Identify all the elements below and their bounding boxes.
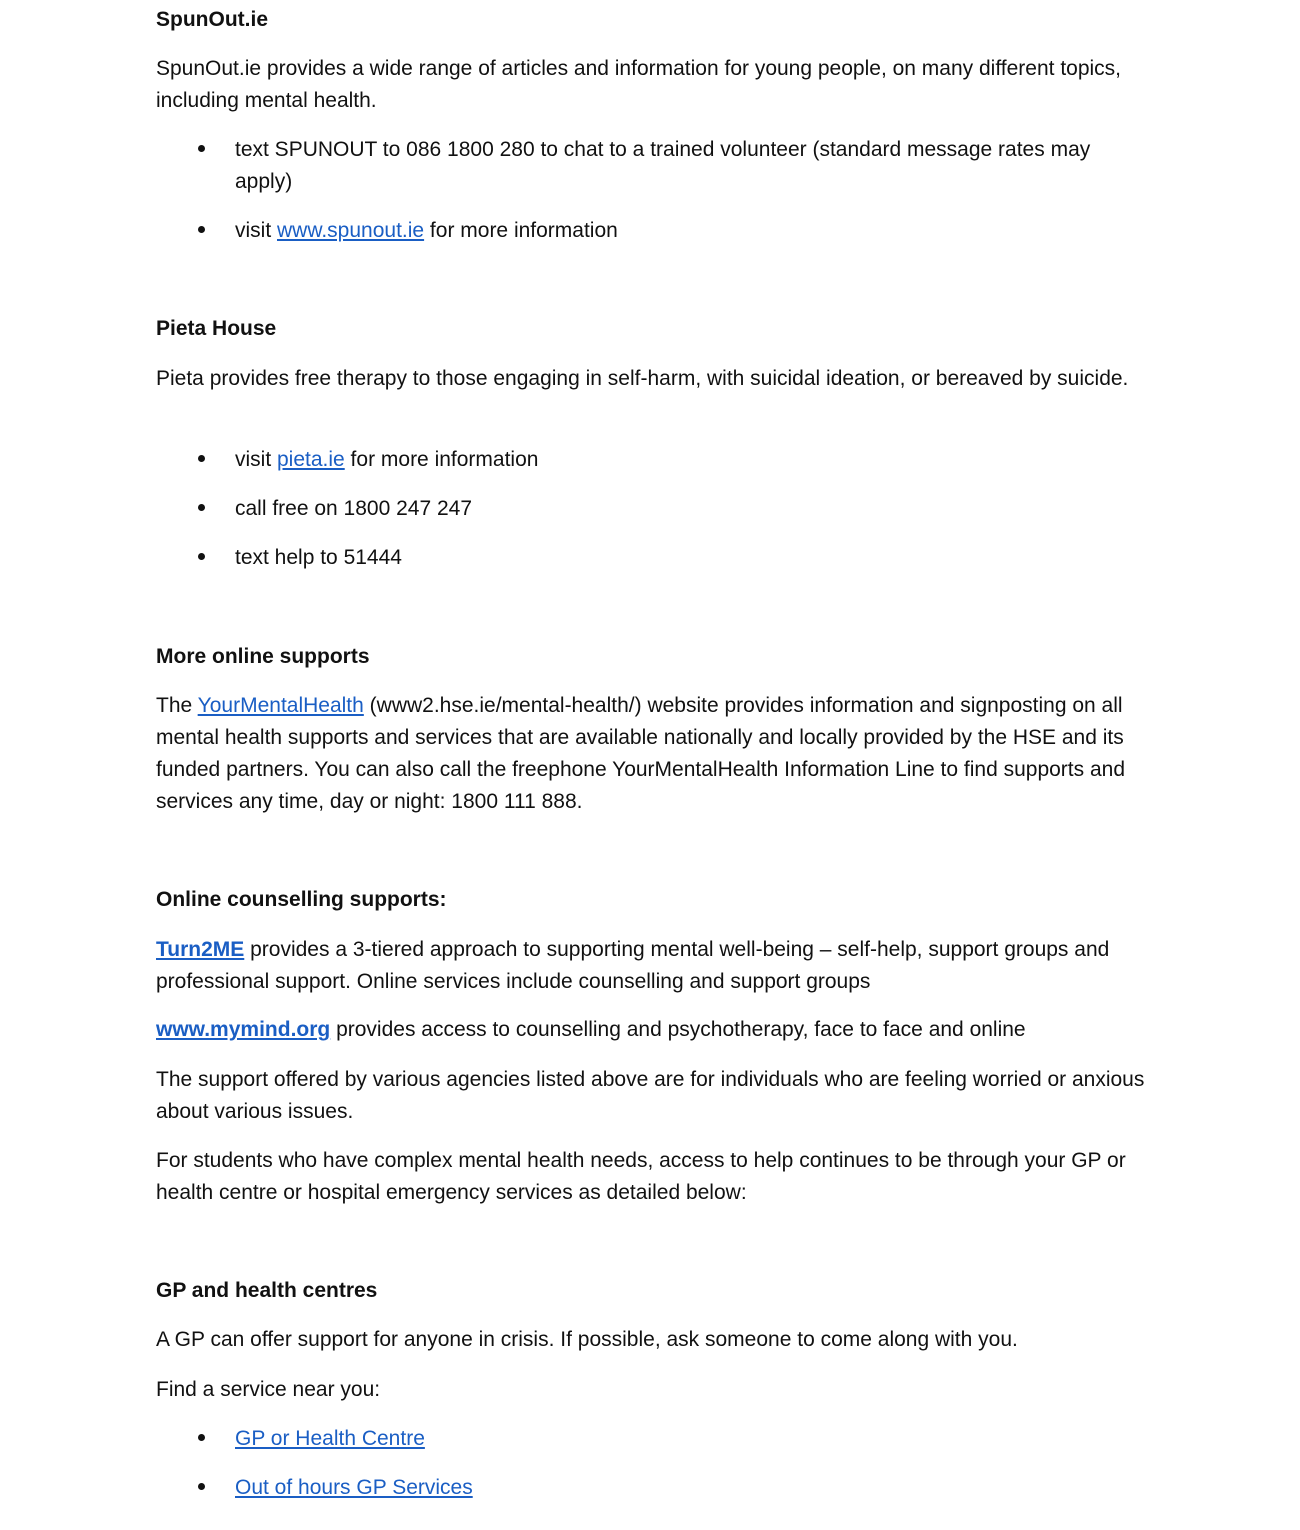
spunout-text-bullet: text SPUNOUT to 086 1800 280 to chat to a trained volunteer (standard message rates may apply) <box>235 138 1091 193</box>
pieta-link[interactable]: pieta.ie <box>277 448 345 471</box>
out-of-hours-gp-link[interactable]: Out of hours GP Services <box>235 1476 473 1499</box>
spunout-link[interactable]: www.spunout.ie <box>277 219 425 242</box>
bullet-icon <box>196 493 206 525</box>
gp-para: A GP can offer support for anyone in crisis. If possible, ask someone to come along with you. <box>156 1328 1018 1351</box>
pieta-visit-suffix: for more information <box>344 448 539 471</box>
bullet-icon <box>196 134 206 166</box>
pieta-heading: Pieta House <box>156 317 277 340</box>
find-service-para: Find a service near you: <box>156 1378 381 1401</box>
spunout-intro: SpunOut.ie provides a wide range of articles and information for young people, on many different topics, including mental health. <box>156 57 1122 112</box>
pieta-visit-bullet <box>235 444 1135 476</box>
bullet-icon <box>196 215 206 247</box>
spunout-visit-prefix: visit <box>235 219 277 242</box>
turn2me-text: provides a 3-tiered approach to supporting mental well-being – self-help, support groups and professional support. Online services include counselling and support groups <box>156 938 1110 993</box>
online-supports-heading: More online supports <box>156 645 370 668</box>
bullet-icon <box>196 542 206 574</box>
mymind-para <box>156 1014 1146 1046</box>
spunout-visit-suffix: for more information <box>424 219 618 242</box>
bullet-icon <box>196 1472 206 1504</box>
pieta-visit-prefix: visit <box>235 448 277 471</box>
online-para-suffix: (www2.hse.ie/mental-health/) website provides information and signposting on all mental health supports and services that are available nationally and locally provided by the HSE and its funded partners. You can also call the freephone YourMentalHealth Information Line to find supports and services any time, day or night: 1800 111 888. <box>156 694 1126 813</box>
online-para-prefix: The <box>156 694 198 717</box>
online-supports-para <box>156 690 1146 818</box>
gp-centre-bullet <box>235 1423 1135 1455</box>
spunout-visit-bullet <box>235 215 1135 247</box>
mymind-link[interactable]: www.mymind.org <box>156 1018 331 1041</box>
mymind-text: provides access to counselling and psychotherapy, face to face and online <box>330 1018 1026 1041</box>
spunout-heading: SpunOut.ie <box>156 8 268 31</box>
pieta-text-bullet: text help to 51444 <box>235 546 402 569</box>
turn2me-para <box>156 934 1146 998</box>
complex-needs-para: For students who have complex mental health needs, access to help continues to be through your GP or health centre or hospital emergency services as detailed below: <box>156 1149 1126 1204</box>
turn2me-link[interactable]: Turn2ME <box>156 938 245 961</box>
gp-health-centre-link[interactable]: GP or Health Centre <box>235 1427 425 1450</box>
agencies-para: The support offered by various agencies listed above are for individuals who are feeling worried or anxious about various issues. <box>156 1068 1145 1123</box>
pieta-call-bullet: call free on 1800 247 247 <box>235 497 473 520</box>
out-of-hours-bullet <box>235 1472 1135 1504</box>
pieta-intro: Pieta provides free therapy to those engaging in self-harm, with suicidal ideation, or bereaved by suicide. <box>156 367 1129 390</box>
yourmentalhealth-link[interactable]: YourMentalHealth <box>197 694 364 717</box>
bullet-icon <box>196 444 206 476</box>
bullet-icon <box>196 1423 206 1455</box>
gp-heading: GP and health centres <box>156 1279 378 1302</box>
counselling-heading: Online counselling supports: <box>156 888 447 911</box>
